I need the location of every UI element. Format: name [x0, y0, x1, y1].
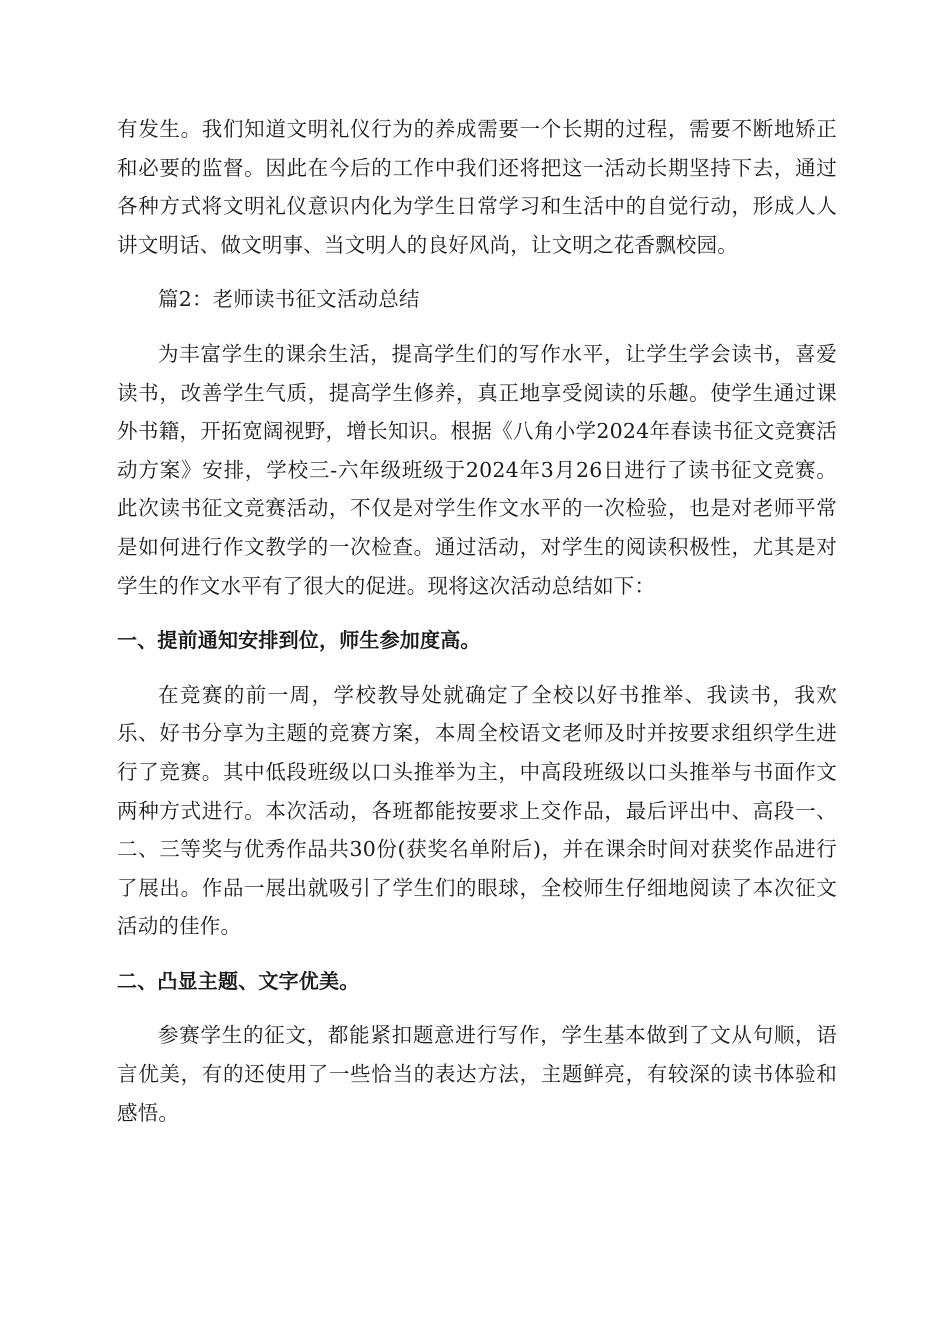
section-title: 篇2：老师读书征文活动总结: [158, 287, 420, 312]
heading-two: 二、凸显主题、文字优美。: [117, 968, 360, 993]
paragraph-arrangement: 在竞赛的前一周，学校教导处就确定了全校以好书推举、我读书，我欢乐、好书分享为主题的竞赛方案，本周全校语文老师及时并按要求组织学生进行了竞赛。其中低段班级以口头推举为主，中高段班级以口头推举与书面作文两种方式进行。本次活动，各班都能按要求上交作品，最后评出中、高段一、二、三等奖与优秀作品共30份(获奖名单附后)，并在课余时间对获奖作品进行了展出。作品一展出就吸引了学生们的眼球，全校师生仔细地阅读了本次征文活动的佳作。: [117, 682, 837, 939]
paragraph-intro: 为丰富学生的课余生活，提高学生们的写作水平，让学生学会读书，喜爱读书，改善学生气质，提高学生修养，真正地享受阅读的乐趣。使学生通过课外书籍，开拓宽阔视野，增长知识。根据《八角小学2024年春读书征文竞赛活动方案》安排，学校三-六年级班级于2024年3月26日进行了读书征文竞赛。此次读书征文竞赛活动，不仅是对学生作文水平的一次检验，也是对老师平常是如何进行作文教学的一次检查。通过活动，对学生的阅读积极性，尤其是对学生的作文水平有了很大的促进。现将这次活动总结如下：: [117, 341, 837, 598]
paragraph-theme: 参赛学生的征文，都能紧扣题意进行写作，学生基本做到了文从句顺，语言优美，有的还使用了一些恰当的表达方法，主题鲜亮，有较深的读书体验和感悟。: [117, 1023, 837, 1125]
document-body: [117, 110, 837, 1148]
heading-one: 一、提前通知安排到位，师生参加度高。: [117, 628, 481, 653]
paragraph-continuation: 有发生。我们知道文明礼仪行为的养成需要一个长期的过程，需要不断地矫正和必要的监督。因此在今后的工作中我们还将把这一活动长期坚持下去，通过各种方式将文明礼仪意识内化为学生日常学习和生活中的自觉行动，形成人人讲文明话、做文明事、当文明人的良好风尚，让文明之花香飘校园。: [117, 117, 837, 257]
